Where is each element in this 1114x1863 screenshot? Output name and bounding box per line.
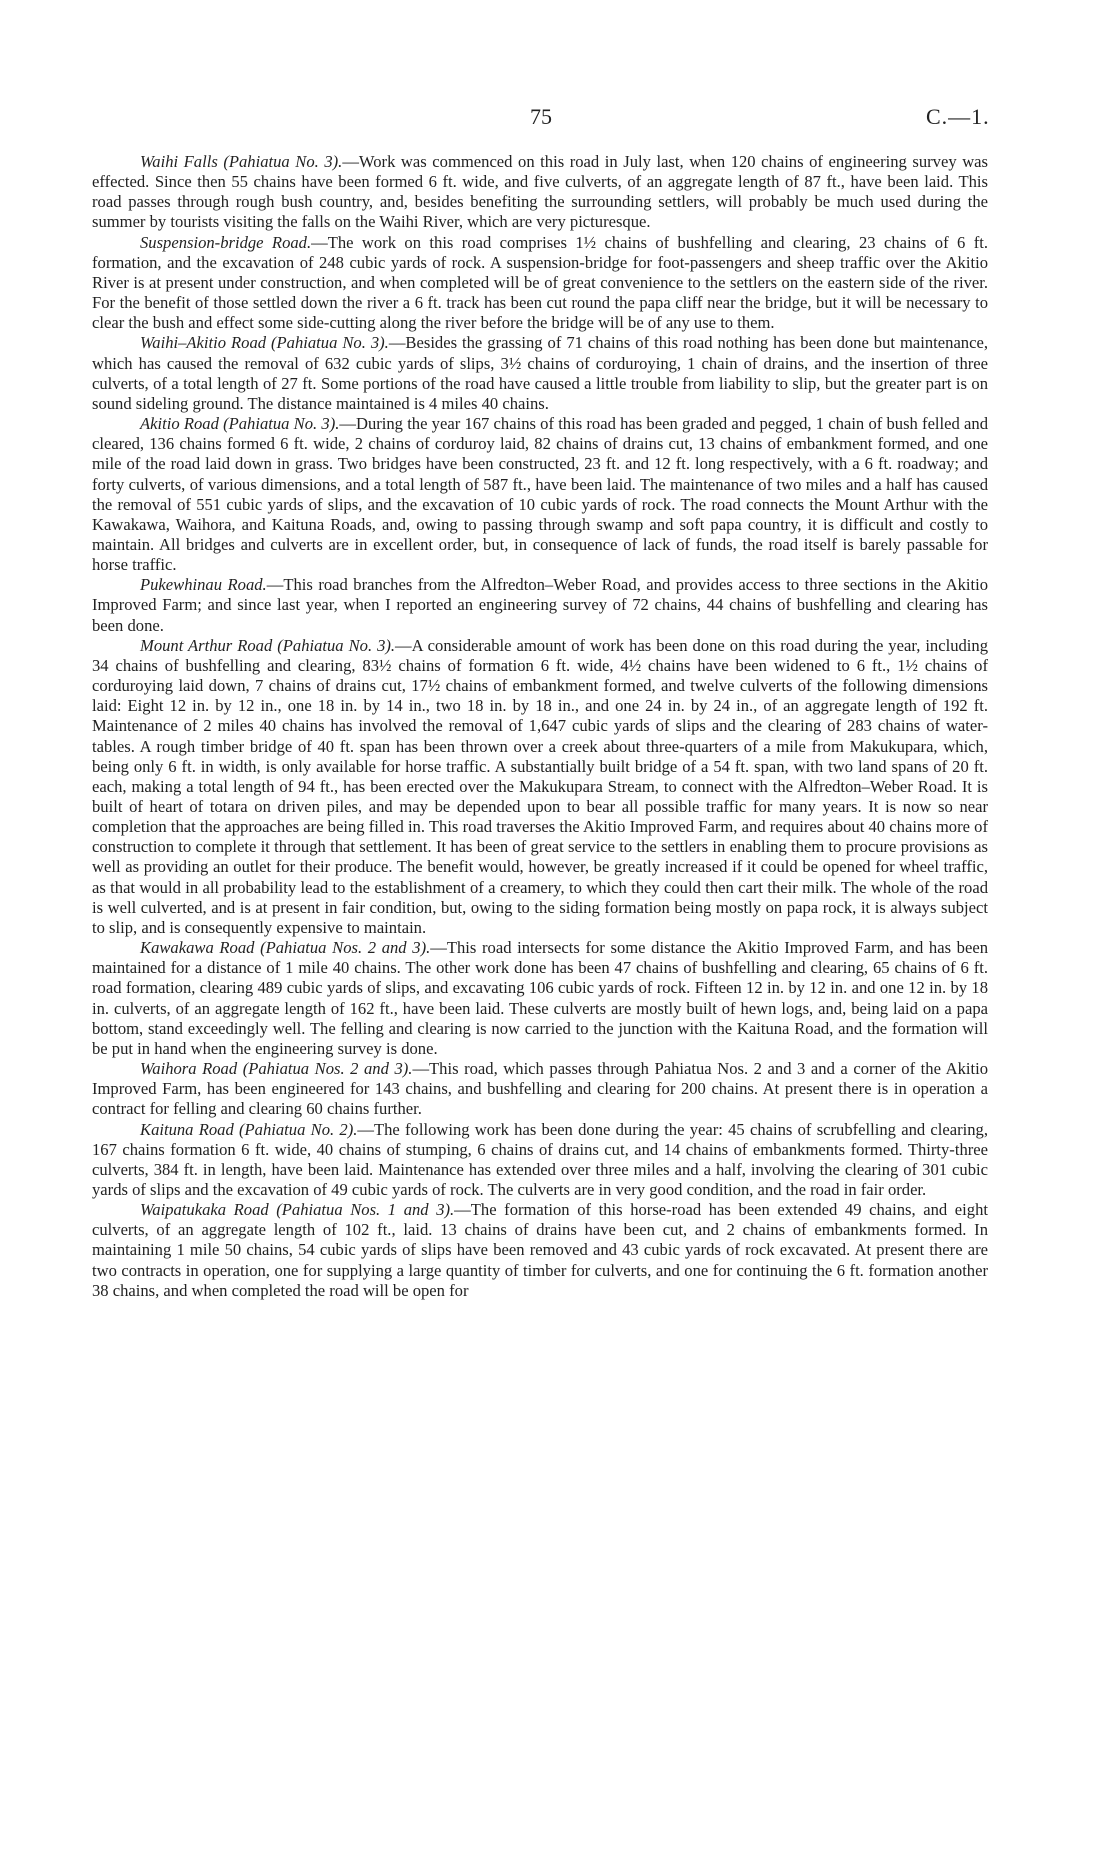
paragraph-heading: Kaituna Road (Pahiatua No. 2). xyxy=(140,1119,358,1139)
paragraph-body: —This road intersects for some distance the Akitio Improved Farm, and has been maintained for a distance of 1 mile 40 chains. The other work done has been 47 chains of bushfelling and clearing, 65 chains of 6 ft. road formation, clearing 489 cubic yards of slips, and excavating 106 cubic yards of rock. Fifteen 12 in. by 12 in. and one 12 in. by 18 in. culverts, of an aggregate length of 162 ft., have been laid. These culverts are mostly built of hewn logs, and, being laid on a papa bottom, stand exceedingly well. The felling and clearing is now carried to the junction with the Kaituna Road, and the formation will be put in hand when the engineering survey is done. xyxy=(92,938,989,1058)
paragraph-heading: Mount Arthur Road (Pahiatua No. 3). xyxy=(140,635,396,655)
paragraph-heading: Suspension-bridge Road. xyxy=(140,232,312,252)
paragraph-kawakawa-road xyxy=(92,938,988,1059)
document-reference: C.—1. xyxy=(926,104,990,129)
paragraph-akitio-road xyxy=(92,414,988,575)
paragraph-body: —Besides the grassing of 71 chains of this road nothing has been done but maintenance, which has caused the removal of 632 cubic yards of slips, 3½ chains of corduroying, 1 chain of drains, and the insertion of three culverts, of a total length of 27 ft. Some portions of the road have caused a little trouble from liability to slip, but the greater part is on sound sideling ground. The distance maintained is 4 miles 40 chains. xyxy=(92,333,988,413)
paragraph-heading: Kawakawa Road (Pahiatua Nos. 2 and 3). xyxy=(140,938,431,958)
paragraph-waihi-falls-road xyxy=(92,152,988,233)
paragraph-waihora-road xyxy=(92,1059,988,1119)
paragraph-mount-arthur-road xyxy=(92,636,988,938)
paragraph-pukewhinau-road xyxy=(92,575,988,635)
paragraph-body: —This road branches from the Alfredton–Weber Road, and provides access to three sections in the Akitio Improved Farm; and since last year, when I reported an engineering survey of 72 chains, 44 chains of bushfelling and clearing has been done. xyxy=(92,575,988,635)
paragraph-body: —The formation of this horse-road has been extended 49 chains, and eight culverts, of an aggregate length of 102 ft., laid. 13 chains of drains have been cut, and 2 chains of embankments formed. In maintaining 1 mile 50 chains, 54 cubic yards of slips have been removed and 43 cubic yards of rock excavated. At present there are two contracts in operation, one for supplying a large quantity of timber for culverts, and one for continuing the 6 ft. formation another 38 chains, and when completed the road will be open for xyxy=(92,1200,988,1300)
paragraph-body: —The work on this road comprises 1½ chains of bushfelling and clearing, 23 chains of 6 ft. formation, and the excavation of 248 cubic yards of rock. A suspension-bridge for foot-passengers and sheep traffic over the Akitio River is at present under construction, and when completed will be of great convenience to the settlers on the eastern side of the river. For the benefit of those settled down the river a 6 ft. track has been cut round the papa cliff near the bridge, but it will be necessary to clear the bush and effect some side-cutting along the river before the bridge will be of any use to them. xyxy=(92,232,988,333)
paragraph-body: —A considerable amount of work has been done on this road during the year, including 34 chains of bushfelling and clearing, 83½ chains of formation 6 ft. wide, 4½ chains have been widened to 6 ft., 1½ chains of corduroying laid down, 7 chains of drains cut, 17½ chains of embankment formed, and twelve culverts of the following dimensions laid: Eight 12 in. by 12 in., one 18 in. by 14 in., two 18 in. by 18 in., and one 24 in. by 24 in., of an aggregate length of 192 ft. Maintenance of 2 miles 40 chains has involved the removal of 1,647 cubic yards of slips and the clearing of 283 chains of water-tables. A rough timber bridge of 40 ft. span has been thrown over a creek about three-quarters of a mile from Makukupara, which, being only 6 ft. in width, is only available for horse traffic. A substantially built bridge of a 54 ft. span, with two land spans of 20 ft. each, making a total length of 94 ft., has been erected over the Makukupara Stream, to connect with the Alfredton–Weber Road. It is built of heart of totara on driven piles, and may be depended upon to bear all possible traffic for many years. It is now so near completion that the approaches are being filled in. This road traverses the Akitio Improved Farm, and requires about 40 chains more of construction to complete it through that settlement. It has been of great service to the settlers in enabling them to procure provisions as well as providing an outlet for their produce. The benefit would, however, be greatly increased if it could be opened for wheel traffic, as that would in all probability lead to the establishment of a creamery, to which they could then cart their milk. The whole of the road is well culverted, and is at present in fair condition, but, owing to the siding formation being mostly on papa rock, it is always subject to slip, and is consequently expensive to maintain. xyxy=(92,635,988,937)
paragraph-heading: Pukewhinau Road. xyxy=(140,575,267,595)
paragraph-body: —During the year 167 chains of this road has been graded and pegged, 1 chain of bush felled and cleared, 136 chains formed 6 ft. wide, 2 chains of corduroy laid, 82 chains of drains cut, 13 chains of embankment formed, and one mile of the road laid down in grass. Two bridges have been constructed, 23 ft. and 12 ft. long respectively, with a 6 ft. roadway; and forty culverts, of various dimensions, and a total length of 587 ft., have been laid. The maintenance of two miles and a half has caused the removal of 551 cubic yards of slips, and the excavation of 10 cubic yards of rock. The road connects the Mount Arthur with the Kawakawa, Waihora, and Kaituna Roads, and, owing to passing through swamp and soft papa country, it is difficult and costly to maintain. All bridges and culverts are in excellent order, but, in consequence of lack of funds, the road itself is barely passable for horse traffic. xyxy=(92,414,988,575)
page-number: 75 xyxy=(530,104,552,129)
paragraph-body: —This road, which passes through Pahiatua Nos. 2 and 3 and a corner of the Akitio Improved Farm, has been engineered for 143 chains, and bushfelling and clearing for 200 chains. At present there is in operation a contract for felling and clearing 60 chains further. xyxy=(92,1059,988,1119)
report-text xyxy=(92,152,988,1301)
paragraph-heading: Waihi–Akitio Road (Pahiatua No. 3). xyxy=(140,333,389,353)
paragraph-heading: Waihi Falls (Pahiatua No. 3). xyxy=(140,152,343,171)
paragraph-waihi-akitio-road xyxy=(92,333,988,414)
paragraph-body: —The following work has been done during the year: 45 chains of scrubfelling and clearing, 167 chains formation 6 ft. wide, 40 chains of stumping, 6 chains of drains cut, and 14 chains of embankments formed. Thirty-three culverts, 384 ft. in length, have been laid. Maintenance has extended over three miles and a half, involving the clearing of 301 cubic yards of slips and the excavation of 49 cubic yards of rock. The culverts are in very good condition, and the road in fair order. xyxy=(92,1119,989,1199)
paragraph-heading: Waihora Road (Pahiatua Nos. 2 and 3). xyxy=(140,1059,413,1079)
paragraph-heading: Akitio Road (Pahiatua No. 3). xyxy=(140,414,340,434)
paragraph-waipatukaka-road xyxy=(92,1200,988,1301)
paragraph-heading: Waipatukaka Road (Pahiatua Nos. 1 and 3). xyxy=(140,1200,455,1220)
paragraph-body: —Work was commenced on this road in July last, when 120 chains of engineering survey was effected. Since then 55 chains have been formed 6 ft. wide, and five culverts, of an aggregate length of 87 ft., have been laid. This road passes through rough bush country, and, besides benefiting the surrounding settlers, will probably be much used during the summer by tourists visiting the falls on the Waihi River, which are very picturesque. xyxy=(92,152,988,232)
paragraph-suspension-bridge-road xyxy=(92,233,988,334)
paragraph-kaituna-road xyxy=(92,1120,988,1201)
